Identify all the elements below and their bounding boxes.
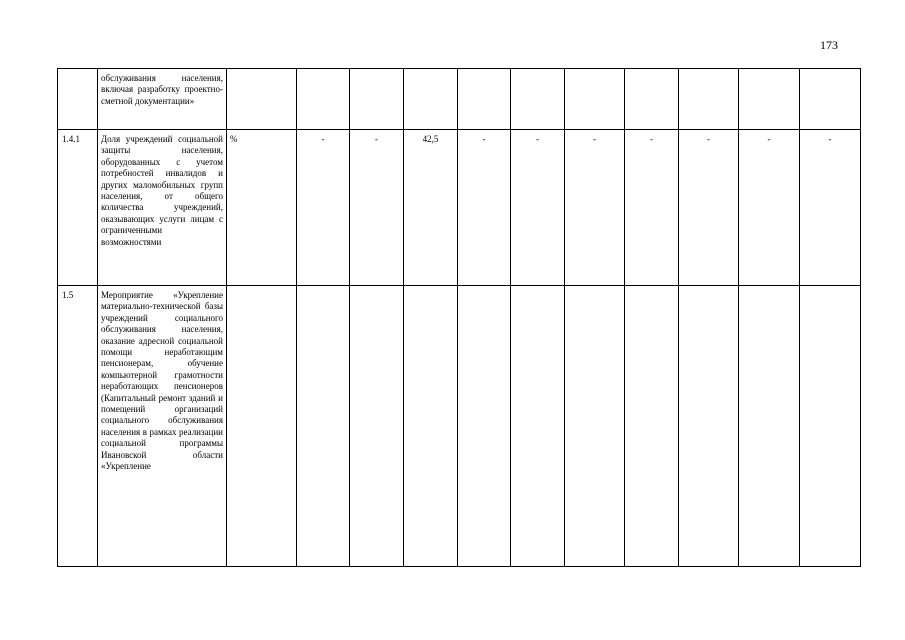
page-number: 173 (820, 38, 838, 52)
value-cell (350, 286, 404, 567)
row-unit: % (227, 130, 297, 286)
value-cell (800, 69, 861, 130)
value-cell (350, 69, 404, 130)
row-unit (227, 286, 297, 567)
table-row (58, 69, 861, 130)
value-cell: - (565, 130, 625, 286)
value-cell: - (350, 130, 404, 286)
value-cell (404, 286, 458, 567)
value-cell: - (511, 130, 565, 286)
value-cell: - (800, 130, 861, 286)
value-cell (458, 69, 511, 130)
value-cell (458, 286, 511, 567)
value-cell (800, 286, 861, 567)
value-cell (511, 69, 565, 130)
value-cell (679, 69, 739, 130)
row-number: 1.5 (58, 286, 98, 567)
value-cell (739, 286, 800, 567)
row-description: Доля учреждений социальной защиты населения, оборудованных с учетом потребностей инвалидов и других маломобильных групп населения, от общего количества учреждений, оказывающих услуги лицам с ограниченными возможностями (98, 130, 227, 286)
value-cell (297, 69, 350, 130)
row-description: Мероприятие «Укрепление материально-технической базы учреждений социального обслуживания населения, оказание адресной социальной помощи неработающим пенсионерам, обучение компьютерной грамотности неработающих пенсионеров (Капитальный ремонт зданий и помещений организаций социального обслуживания населения в рамках реализации социальной программы Ивановской области «Укрепление (98, 286, 227, 567)
value-cell (511, 286, 565, 567)
value-cell (565, 286, 625, 567)
value-cell: - (458, 130, 511, 286)
value-cell: 42,5 (404, 130, 458, 286)
row-description: обслуживания населения, включая разработку проектно-сметной документации» (98, 69, 227, 130)
value-cell: - (739, 130, 800, 286)
row-unit (227, 69, 297, 130)
value-cell (739, 69, 800, 130)
value-cell (679, 286, 739, 567)
table-row (58, 130, 861, 286)
value-cell (625, 69, 679, 130)
value-cell (625, 286, 679, 567)
value-cell: - (679, 130, 739, 286)
row-number (58, 69, 98, 130)
value-cell: - (625, 130, 679, 286)
value-cell (297, 286, 350, 567)
table-row (58, 286, 861, 567)
value-cell (404, 69, 458, 130)
value-cell (565, 69, 625, 130)
document-table (57, 68, 861, 567)
row-number: 1.4.1 (58, 130, 98, 286)
value-cell: - (297, 130, 350, 286)
